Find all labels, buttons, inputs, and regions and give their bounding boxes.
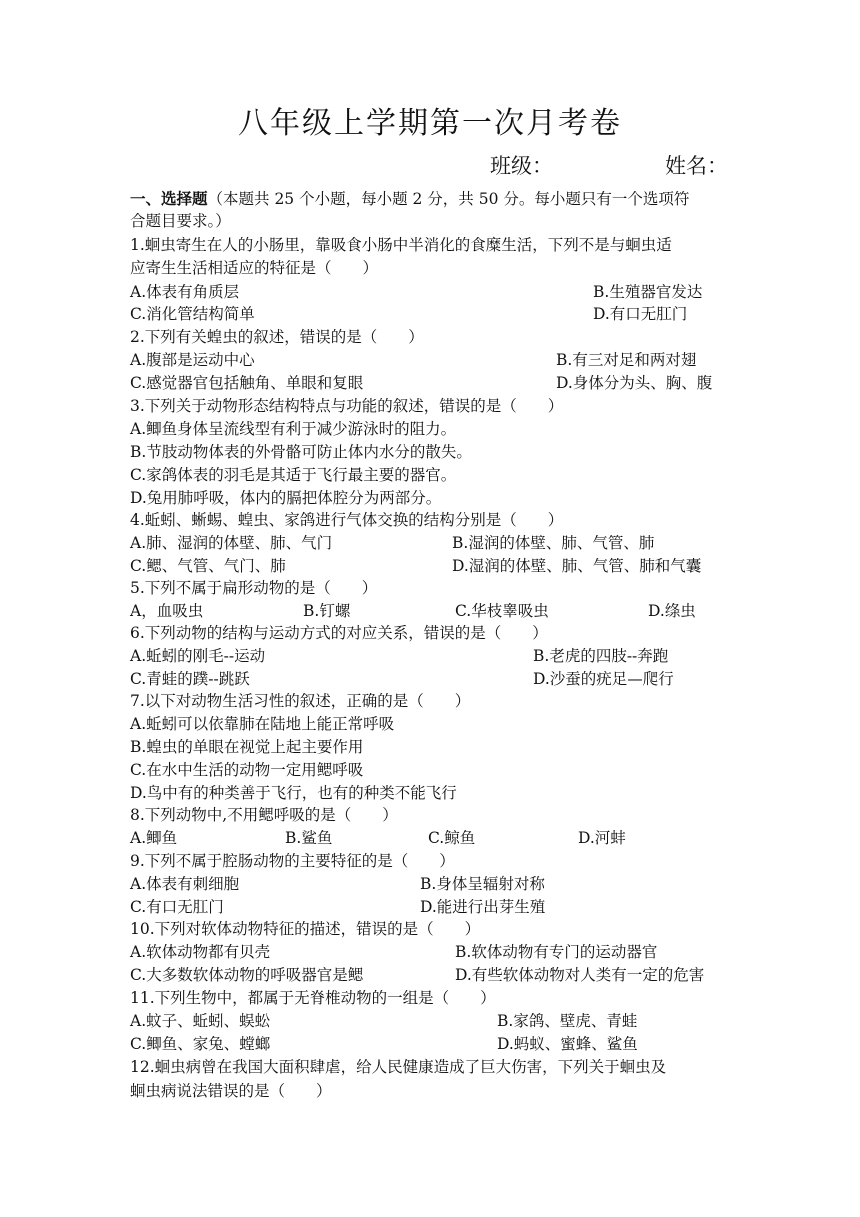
option: A.肺、湿润的体壁、肺、气门 [130,534,333,552]
option: D.有口无肛门 [593,305,688,323]
option: D.河蚌 [578,829,626,847]
option: B.老虎的四肢--奔跑 [533,647,669,665]
question-stem: 2.下列有关蝗虫的叙述，错误的是（ ） [130,328,424,346]
option: D.能进行出芽生殖 [420,898,546,916]
option: D.绦虫 [648,602,696,620]
option: A.腹部是运动中心 [130,351,255,369]
option: D.兔用肺呼吸，体内的膈把体腔分为两部分。 [130,489,442,507]
option: C.家鸽体表的羽毛是其适于飞行最主要的器官。 [130,466,457,484]
class-label: 班级： [490,154,553,178]
option: A.体表有刺细胞 [130,875,240,893]
option: C.有口无肛门 [130,898,224,916]
question-stem: 蛔虫病说法错误的是（ ） [130,1082,332,1100]
question-stem: 应寄生生活相适应的特征是（ ） [130,259,379,277]
exam-title: 八年级上学期第一次月考卷 [238,106,622,141]
option: B.家鸽、壁虎、青蛙 [497,1012,638,1030]
question-stem: 10.下列对软体动物特征的描述，错误的是（ ） [130,920,481,938]
option: B.身体呈辐射对称 [420,875,545,893]
option: C.大多数软体动物的呼吸器官是鳃 [130,966,364,984]
name-label: 姓名： [665,154,728,178]
option: C.消化管结构简单 [130,305,255,323]
question-stem: 4.蚯蚓、蜥蜴、蝗虫、家鸽进行气体交换的结构分别是（ ） [130,511,564,529]
option: A.鲫鱼 [130,829,178,847]
question-stem: 1.蛔虫寄生在人的小肠里，靠吸食小肠中半消化的食糜生活，下列不是与蛔虫适 [130,236,672,254]
option: B.生殖器官发达 [593,283,703,301]
option: B.湿润的体壁、肺、气管、肺 [452,534,655,552]
question-stem: 6.下列动物的结构与运动方式的对应关系，错误的是（ ） [130,624,548,642]
option: C.鲸鱼 [428,829,476,847]
section-instructions [130,188,689,210]
question-stem: 8.下列动物中,不用鳃呼吸的是（ ） [130,806,398,824]
option: B.鲨鱼 [285,829,333,847]
question-stem: 11.下列生物中，都属于无脊椎动物的一组是（ ） [130,989,496,1007]
option: B.钉螺 [303,602,351,620]
question-stem: 7.以下对动物生活习性的叙述，正确的是（ ） [130,692,471,710]
option: C.华枝睾吸虫 [455,602,549,620]
option: D.鸟中有的种类善于飞行，也有的种类不能飞行 [130,784,457,802]
option: A.鲫鱼身体呈流线型有利于减少游泳时的阻力。 [130,420,457,438]
option: C.青蛙的蹼--跳跃 [130,670,250,688]
option: D.蚂蚁、蜜蜂、鲨鱼 [497,1035,638,1053]
section-instructions-line-2: 合题目要求。） [130,212,231,230]
option: B.软体动物有专门的运动器官 [455,943,658,961]
question-stem: 9.下列不属于腔肠动物的主要特征的是（ ） [130,852,455,870]
option: D.沙蚕的疣足—爬行 [533,670,674,688]
option: C.感觉器官包括触角、单眼和复眼 [130,374,364,392]
option: B.节肢动物体表的外骨骼可防止体内水分的散失。 [130,443,472,461]
question-stem: 3.下列关于动物形态结构特点与功能的叙述，错误的是（ ） [130,397,564,415]
option: D.有些软体动物对人类有一定的危害 [455,966,705,984]
option: A，血吸虫 [130,602,204,620]
option: C.鳃、气管、气门、肺 [130,557,286,575]
option: B.有三对足和两对翅 [556,351,697,369]
option: A.蚊子、蚯蚓、蜈蚣 [130,1012,271,1030]
option: A.蚯蚓的刚毛--运动 [130,647,266,665]
option: D.湿润的体壁、肺、气管、肺和气囊 [452,557,702,575]
question-stem: 12.蛔虫病曾在我国大面积肆虐，给人民健康造成了巨大伤害，下列关于蛔虫及 [130,1058,667,1076]
option: C.鲫鱼、家兔、螳螂 [130,1035,271,1053]
section-instructions-line-1: （本题共 25 个小题，每小题 2 分，共 50 分。每小题只有一个选项符 [207,190,690,208]
option: A.体表有角质层 [130,283,240,301]
section-heading: 一、选择题 [130,189,208,208]
option: D.身体分为头、胸、腹 [556,374,713,392]
option: B.蝗虫的单眼在视觉上起主要作用 [130,738,364,756]
question-stem: 5.下列不属于扁形动物的是（ ） [130,579,378,597]
option: A.软体动物都有贝壳 [130,943,271,961]
option: A.蚯蚓可以依靠肺在陆地上能正常呼吸 [130,715,395,733]
option: C.在水中生活的动物一定用鳃呼吸 [130,761,364,779]
